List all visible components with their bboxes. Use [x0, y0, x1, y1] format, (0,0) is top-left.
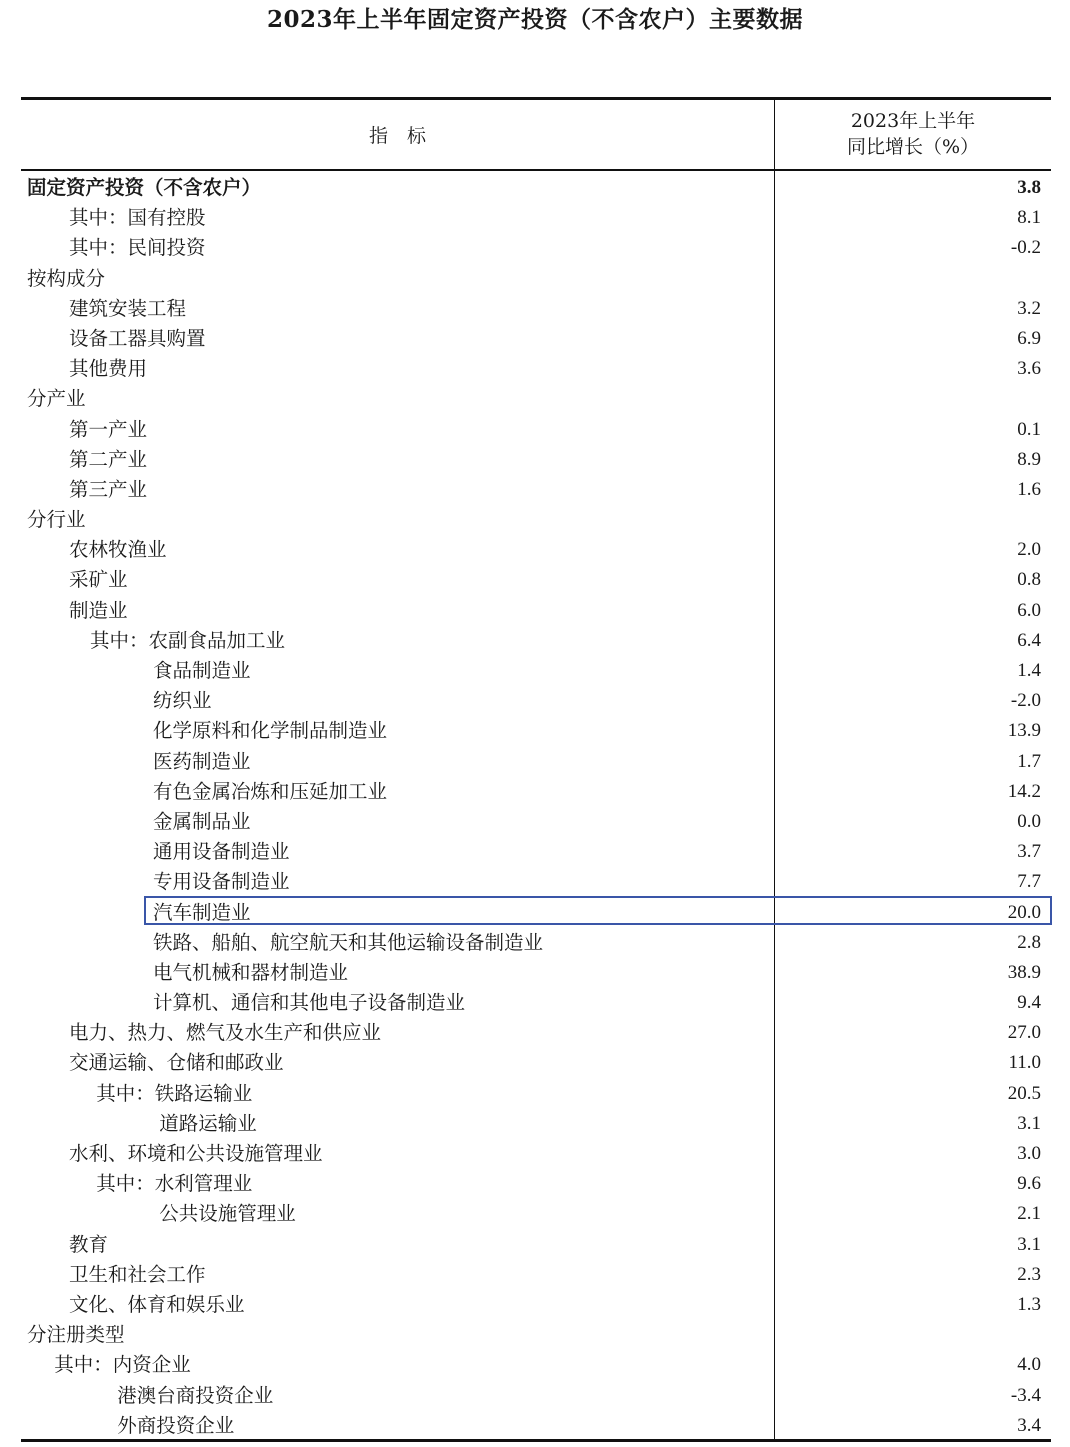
- table-row: [21, 354, 1051, 384]
- row-label: 其中：内资企业: [54, 1353, 191, 1377]
- row-label: 按构成分: [27, 266, 106, 290]
- table-row: [21, 1109, 1051, 1139]
- table-row: [21, 1199, 1051, 1229]
- row-label: 电力、热力、燃气及水生产和供应业: [69, 1021, 382, 1045]
- row-label: 外商投资企业: [117, 1413, 235, 1437]
- row-label: 其中：国有控股: [69, 206, 206, 230]
- table-row: [21, 324, 1051, 354]
- row-label: 文化、体育和娱乐业: [69, 1292, 245, 1316]
- row-value: 8.9: [1017, 448, 1041, 470]
- row-value: 9.6: [1017, 1173, 1041, 1195]
- row-label: 医药制造业: [153, 749, 251, 773]
- row-label: 农林牧渔业: [69, 538, 167, 562]
- table-row: [21, 445, 1051, 475]
- row-value: 6.4: [1017, 629, 1041, 651]
- row-value: 1.6: [1017, 478, 1041, 500]
- table-top-rule: [21, 97, 1051, 100]
- table-row: [21, 264, 1051, 294]
- row-value: 3.7: [1017, 841, 1041, 863]
- table-row: [21, 1260, 1051, 1290]
- table-row: [21, 1169, 1051, 1199]
- row-label: 食品制造业: [153, 659, 251, 682]
- table-row: [21, 1048, 1051, 1078]
- table-row: [21, 716, 1051, 746]
- row-value: 2.3: [1017, 1263, 1041, 1285]
- table-row: [21, 505, 1051, 535]
- table-row: [21, 1079, 1051, 1109]
- table-row: [21, 1411, 1051, 1441]
- row-label: 固定资产投资（不含农户）: [27, 176, 262, 199]
- table-row: [21, 807, 1051, 837]
- table-row: [21, 1381, 1051, 1411]
- row-label: 电气机械和器材制造业: [153, 960, 349, 984]
- row-value: 7.7: [1017, 871, 1041, 893]
- header-value-line2: 同比增长（%）: [846, 136, 980, 158]
- table-row: [21, 535, 1051, 565]
- row-value: 3.8: [1017, 177, 1041, 198]
- row-label: 水利、环境和公共设施管理业: [69, 1142, 323, 1165]
- row-value: 14.2: [1007, 780, 1041, 802]
- row-label: 化学原料和化学制品制造业: [153, 719, 388, 743]
- row-value: -0.2: [1010, 237, 1041, 259]
- table-row: [21, 233, 1051, 263]
- row-label: 纺织业: [153, 689, 212, 713]
- row-label: 第一产业: [69, 417, 148, 441]
- table-row: [21, 867, 1051, 897]
- row-label: 卫生和社会工作: [69, 1262, 206, 1286]
- row-value: 3.0: [1017, 1143, 1041, 1164]
- table-row: [21, 928, 1051, 958]
- row-value: 20.5: [1007, 1082, 1041, 1104]
- row-label: 交通运输、仓储和邮政业: [69, 1051, 284, 1075]
- row-label: 采矿业: [69, 568, 128, 592]
- row-label: 分注册类型: [27, 1323, 125, 1347]
- table-row: [21, 958, 1051, 988]
- row-value: 9.4: [1017, 992, 1041, 1014]
- row-label: 港澳台商投资企业: [117, 1383, 274, 1407]
- table-row: [21, 1350, 1051, 1380]
- row-label: 公共设施管理业: [159, 1202, 296, 1226]
- row-value: 1.4: [1017, 660, 1041, 681]
- row-label: 其中：铁路运输业: [96, 1081, 253, 1105]
- row-label: 其中：民间投资: [69, 236, 206, 260]
- row-label: 第三产业: [69, 477, 148, 501]
- row-value: 1.7: [1017, 750, 1041, 772]
- header-indicator: 指 标: [368, 125, 426, 147]
- row-value: 11.0: [1008, 1052, 1041, 1074]
- table-row: [21, 475, 1051, 505]
- table-row: [21, 1290, 1051, 1320]
- row-value: 1.3: [1017, 1293, 1041, 1315]
- row-value: 13.9: [1007, 720, 1041, 742]
- table-row: [21, 384, 1051, 414]
- row-value: 2.0: [1017, 539, 1041, 561]
- row-label: 分产业: [27, 387, 86, 411]
- row-label: 计算机、通信和其他电子设备制造业: [153, 991, 466, 1015]
- data-table-body: [21, 173, 1051, 1441]
- row-value: 2.1: [1017, 1203, 1041, 1225]
- row-value: 6.9: [1017, 327, 1041, 349]
- table-row: [21, 415, 1051, 445]
- row-label: 专用设备制造业: [153, 870, 290, 894]
- table-row: [21, 294, 1051, 324]
- row-value: 8.1: [1017, 207, 1041, 229]
- row-label: 制造业: [69, 598, 128, 622]
- row-value: -2.0: [1010, 690, 1041, 712]
- table-row: [21, 1139, 1051, 1169]
- row-value: 0.1: [1017, 418, 1041, 440]
- row-label: 通用设备制造业: [153, 840, 290, 864]
- table-header-rule: [21, 169, 1051, 171]
- table-row: [21, 203, 1051, 233]
- row-label: 有色金属冶炼和压延加工业: [153, 779, 388, 803]
- row-value: 3.4: [1017, 1414, 1041, 1436]
- table-row: [21, 596, 1051, 626]
- row-label: 道路运输业: [159, 1111, 257, 1135]
- table-row: [21, 656, 1051, 686]
- page-title: 2023年上半年固定资产投资（不含农户）主要数据: [266, 6, 803, 33]
- table-row: [21, 686, 1051, 716]
- row-value: 27.0: [1007, 1022, 1041, 1044]
- row-value: 4.0: [1017, 1354, 1041, 1376]
- table-row: [21, 1230, 1051, 1260]
- table-row: [21, 837, 1051, 867]
- row-label: 设备工器具购置: [69, 326, 206, 350]
- row-label: 其中：农副食品加工业: [90, 628, 286, 652]
- table-row: [21, 988, 1051, 1018]
- table-row: [21, 898, 1051, 928]
- row-value: 38.9: [1007, 961, 1041, 983]
- header-value: [775, 108, 1051, 160]
- table-row: [21, 777, 1051, 807]
- table-row: [21, 747, 1051, 777]
- header-value-line1: 2023年上半年: [850, 110, 976, 132]
- row-value: 20.0: [1007, 901, 1041, 923]
- row-value: 0.0: [1017, 810, 1041, 832]
- row-label: 教育: [69, 1232, 109, 1256]
- table-row: [21, 565, 1051, 595]
- row-value: 3.1: [1017, 1233, 1041, 1255]
- row-value: 0.8: [1017, 569, 1041, 591]
- row-value: 3.1: [1017, 1112, 1041, 1134]
- row-value: 2.8: [1017, 931, 1041, 953]
- row-label: 汽车制造业: [153, 900, 251, 924]
- table-row: [21, 173, 1051, 203]
- row-label: 第二产业: [69, 447, 148, 471]
- row-label: 铁路、船舶、航空航天和其他运输设备制造业: [153, 930, 544, 954]
- row-label: 其中：水利管理业: [96, 1172, 253, 1196]
- row-value: 3.2: [1017, 297, 1041, 319]
- row-value: 3.6: [1017, 358, 1041, 380]
- row-label: 建筑安装工程: [69, 296, 187, 320]
- row-value: -3.4: [1010, 1384, 1041, 1406]
- table-row: [21, 626, 1051, 656]
- row-label: 分行业: [27, 508, 86, 532]
- table-row: [21, 1018, 1051, 1048]
- row-value: 6.0: [1017, 599, 1041, 621]
- row-label: 金属制品业: [153, 809, 251, 833]
- table-row: [21, 1320, 1051, 1350]
- row-label: 其他费用: [69, 357, 148, 381]
